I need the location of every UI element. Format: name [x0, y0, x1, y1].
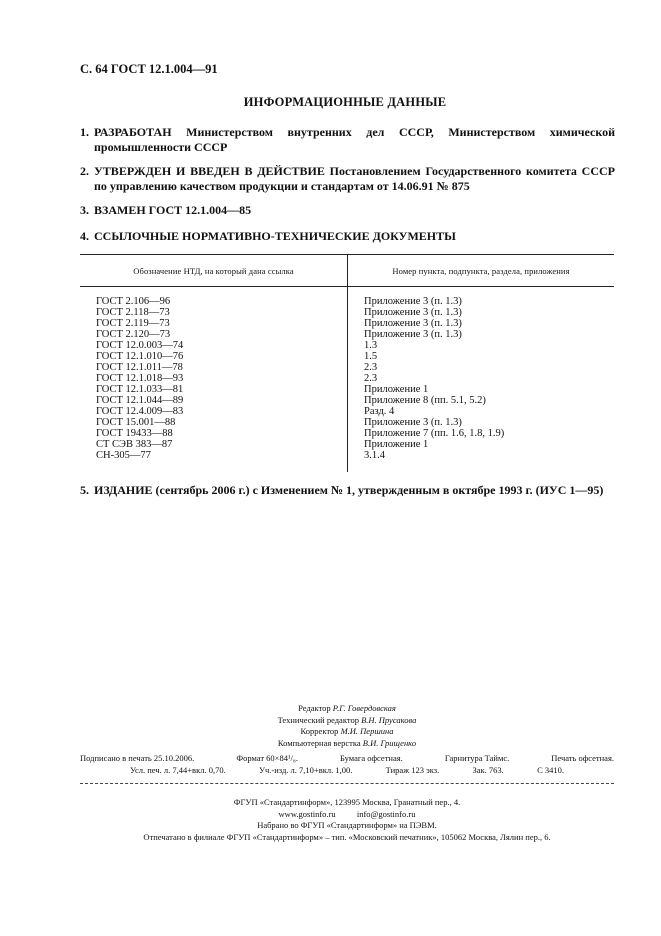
- table-cell-clause: Приложение 3 (п. 1.3): [364, 329, 462, 340]
- table-cell-clause: Приложение 7 (пп. 1.6, 1.8, 1.9): [364, 428, 505, 439]
- print-detail: Печать офсетная.: [551, 753, 614, 763]
- publisher-address: ФГУП «Стандартинформ», 123995 Москва, Гранатный пер., 4.: [233, 797, 461, 807]
- document-title: ИНФОРМАЦИОННЫЕ ДАННЫЕ: [243, 95, 447, 109]
- print-detail: Зак. 763.: [472, 764, 504, 775]
- section-developed-by: [80, 125, 615, 155]
- table-cell-document: ГОСТ 12.1.010—76: [96, 351, 184, 362]
- section-keyword: УТВЕРЖДЕН И ВВЕДЕН В ДЕЙСТВИЕ: [94, 164, 325, 178]
- imprint-separator: [80, 783, 614, 784]
- table-cell-clause: Разд. 4: [364, 406, 395, 417]
- print-details-line-2: [80, 765, 614, 777]
- editors-block: [80, 703, 614, 749]
- table-cell-document: ГОСТ 12.4.009—83: [96, 406, 184, 417]
- section-number: 5.: [80, 483, 89, 497]
- table-cell-clause: Приложение 3 (п. 1.3): [364, 417, 462, 428]
- table-cell-clause: 3.1.4: [364, 450, 385, 461]
- print-details-line-1: [80, 753, 614, 765]
- print-detail: Подписано в печать 25.10.2006.: [80, 753, 195, 763]
- section-number: 3.: [80, 203, 89, 217]
- print-detail: Бумага офсетная.: [340, 753, 403, 763]
- table-cell-document: ГОСТ 12.1.044—89: [96, 395, 184, 406]
- table-cell-clause: Приложение 1: [364, 384, 429, 395]
- table-cell-document: ГОСТ 19433—88: [96, 428, 173, 439]
- editor-name: Р.Г. Говердовская: [332, 703, 396, 713]
- section-keyword: ИЗДАНИЕ: [94, 483, 153, 497]
- print-detail: Гарнитура Таймс.: [444, 753, 510, 763]
- table-cell-document: ГОСТ 2.120—73: [96, 329, 171, 340]
- section-approved: [80, 164, 615, 194]
- table-cell-clause: 1.5: [364, 351, 378, 362]
- publisher-printed: Отпечатано в филиале ФГУП «Стандартинформ» – тип. «Московский печатник», 105062 Москва, Лялин пер., 6.: [143, 831, 551, 842]
- table-cell-document: ГОСТ 12.1.033—81: [96, 384, 184, 395]
- editor-line: [80, 726, 614, 738]
- table-cell-document: ГОСТ 2.106—96: [96, 296, 171, 307]
- table-cell-document: СТ СЭВ 383—87: [96, 439, 173, 450]
- section-keyword: ССЫЛОЧНЫЕ НОРМАТИВНО-ТЕХНИЧЕСКИЕ ДОКУМЕНТЫ: [94, 229, 456, 243]
- table-cell-clause: 2.3: [364, 373, 378, 384]
- table-cell-clause: Приложение 3 (п. 1.3): [364, 307, 462, 318]
- section-reference-docs: [80, 229, 615, 244]
- section-edition: [80, 483, 615, 498]
- section-keyword: РАЗРАБОТАН: [94, 125, 172, 139]
- table-cell-document: ГОСТ 2.119—73: [96, 318, 170, 329]
- table-cell-document: ГОСТ 15.001—88: [96, 417, 176, 428]
- print-detail: Усл. печ. л. 7,44+вкл. 0,70.: [130, 764, 226, 775]
- editor-role: Компьютерная верстка: [277, 737, 363, 748]
- table-cell-document: СН-305—77: [96, 450, 151, 461]
- table-cell-clause: Приложение 3 (п. 1.3): [364, 296, 462, 307]
- table-cell-clause: Приложение 8 (пп. 5.1, 5.2): [364, 395, 486, 406]
- editor-line: [80, 703, 614, 715]
- table-header-document: Обозначение НТД, на который дана ссылка: [133, 266, 294, 276]
- table-cell-document: ГОСТ 12.1.018—93: [96, 373, 184, 384]
- table-header-clause: Номер пункта, подпункта, раздела, приложения: [392, 266, 570, 276]
- section-text: (сентябрь 2006 г.) с Изменением № 1, утвержденным в октябре 1993 г. (ИУС 1—95): [152, 483, 604, 497]
- publisher-typeset: Набрано во ФГУП «Стандартинформ» на ПЭВМ.: [257, 820, 437, 830]
- editor-role: Редактор: [298, 703, 333, 713]
- section-replaces: [80, 203, 615, 218]
- section-number: 2.: [80, 164, 89, 178]
- print-detail: Уч.-изд. л. 7,10+вкл. 1,00.: [258, 764, 353, 775]
- editor-line: [80, 715, 614, 727]
- section-number: 1.: [80, 125, 89, 139]
- publisher-block: [80, 797, 614, 843]
- table-cell-clause: 1.3: [364, 340, 378, 351]
- table-header-rule: [80, 286, 614, 287]
- table-cell-clause: Приложение 1: [364, 439, 429, 450]
- section-text: Постановлением Государственного комитета СССР по управлению качеством продукции и стандартам от 14.06.91 № 875: [94, 164, 615, 193]
- table-column-documents: [96, 296, 183, 461]
- table-cell-document: ГОСТ 12.1.011—78: [96, 362, 183, 373]
- table-cell-clause: Приложение 3 (п. 1.3): [364, 318, 462, 329]
- editor-role: Корректор: [300, 726, 341, 736]
- section-text: Министерством внутренних дел СССР, Министерством химической промышленности СССР: [94, 125, 615, 154]
- publisher-web: www.gostinfo.ru info@gostinfo.ru: [278, 808, 416, 819]
- print-detail: Формат 60×84¹/₈.: [236, 753, 298, 763]
- editor-name: В.Н. Прусакова: [361, 714, 417, 725]
- editor-role: Технический редактор: [277, 714, 362, 725]
- table-cell-document: ГОСТ 2.118—73: [96, 307, 170, 318]
- editor-name: В.И. Грищенко: [362, 737, 417, 748]
- print-details: [80, 753, 614, 776]
- table-column-clauses: [364, 296, 504, 461]
- page-header: С. 64 ГОСТ 12.1.004—91: [80, 62, 218, 76]
- editor-name: М.И. Першина: [340, 726, 394, 736]
- section-keyword: ВЗАМЕН ГОСТ 12.1.004—85: [94, 203, 252, 217]
- editor-line: [80, 738, 614, 750]
- section-number: 4.: [80, 229, 89, 243]
- print-detail: Тираж 123 экз.: [385, 764, 440, 775]
- table-cell-document: ГОСТ 12.0.003—74: [96, 340, 184, 351]
- reference-table: [80, 254, 614, 461]
- print-detail: С 3410.: [537, 764, 564, 775]
- table-cell-clause: 2.3: [364, 362, 378, 373]
